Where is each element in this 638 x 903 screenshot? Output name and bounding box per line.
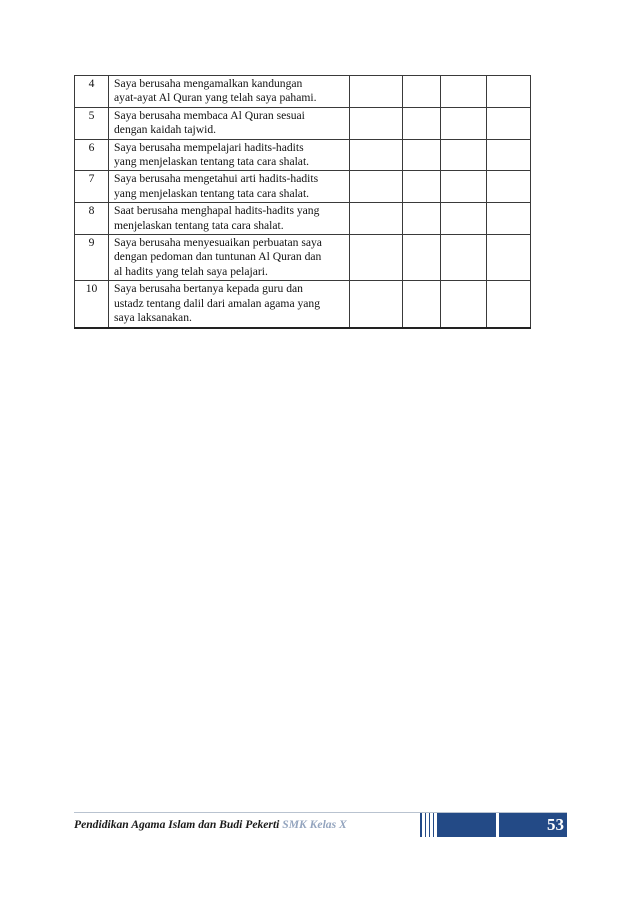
row-number: 5 — [75, 107, 109, 139]
rating-cell[interactable] — [487, 139, 531, 171]
self-assessment-table — [74, 75, 531, 329]
statement-cell — [109, 107, 350, 139]
table-row — [75, 281, 531, 328]
rating-cell[interactable] — [487, 235, 531, 281]
rating-cell[interactable] — [487, 203, 531, 235]
rating-cell[interactable] — [487, 171, 531, 203]
table-row — [75, 139, 531, 171]
rating-cell[interactable] — [403, 171, 441, 203]
statement-cell — [109, 281, 350, 328]
statement-cell — [109, 235, 350, 281]
statement-line: al hadits yang telah saya pelajari. — [114, 264, 268, 278]
rating-cell[interactable] — [441, 235, 487, 281]
row-number: 10 — [75, 281, 109, 328]
rating-cell[interactable] — [441, 281, 487, 328]
statement-cell — [109, 139, 350, 171]
statement-line: ustadz tentang dalil dari amalan agama yang — [114, 296, 321, 310]
statement-cell — [109, 76, 350, 108]
rating-cell[interactable] — [350, 76, 403, 108]
rating-cell[interactable] — [487, 107, 531, 139]
rating-cell[interactable] — [403, 139, 441, 171]
table-row — [75, 107, 531, 139]
page-footer — [74, 812, 567, 837]
statement-line: yang menjelaskan tentang tata cara shalat. — [114, 186, 310, 200]
rating-cell[interactable] — [350, 235, 403, 281]
statement-line: Saya berusaha membaca Al Quran sesuai — [114, 108, 305, 122]
class-label: SMK Kelas X — [282, 818, 347, 831]
rating-cell[interactable] — [441, 171, 487, 203]
statement-line: Saya berusaha mengamalkan kandungan — [114, 77, 303, 90]
row-number: 7 — [75, 171, 109, 203]
row-number: 8 — [75, 203, 109, 235]
statement-line: Saya berusaha menyesuaikan perbuatan saya — [114, 236, 322, 250]
rating-cell[interactable] — [403, 281, 441, 328]
rating-cell[interactable] — [441, 139, 487, 171]
statement-line: Saat berusaha menghapal hadits-hadits yang — [114, 204, 320, 218]
rating-cell[interactable] — [350, 281, 403, 328]
statement-line: dengan kaidah tajwid. — [114, 123, 217, 137]
rating-cell[interactable] — [441, 203, 487, 235]
statement-line: Saya berusaha mengetahui arti hadits-hadits — [114, 172, 319, 186]
rating-cell[interactable] — [350, 203, 403, 235]
rating-cell[interactable] — [403, 235, 441, 281]
statement-cell — [109, 171, 350, 203]
book-title: Pendidikan Agama Islam dan Budi Pekerti — [74, 818, 280, 831]
statement-line: dengan pedoman dan tuntunan Al Quran dan — [114, 250, 322, 264]
rating-cell[interactable] — [403, 76, 441, 108]
statement-cell — [109, 203, 350, 235]
statement-line: Saya berusaha mempelajari hadits-hadits — [114, 140, 304, 154]
rating-cell[interactable] — [441, 107, 487, 139]
row-number: 6 — [75, 139, 109, 171]
rating-cell[interactable] — [403, 203, 441, 235]
statement-line: Saya berusaha bertanya kepada guru dan — [114, 282, 303, 296]
rating-cell[interactable] — [487, 76, 531, 108]
statement-line: ayat-ayat Al Quran yang telah saya pahami. — [114, 91, 317, 105]
rating-cell[interactable] — [403, 107, 441, 139]
statement-line: yang menjelaskan tentang tata cara shalat. — [114, 155, 310, 169]
table-row — [75, 203, 531, 235]
statement-line: saya laksanakan. — [114, 311, 192, 325]
page-number: 53 — [499, 813, 567, 837]
row-number: 4 — [75, 76, 109, 108]
footer-decoration-bars — [420, 813, 496, 837]
row-number: 9 — [75, 235, 109, 281]
rating-cell[interactable] — [487, 281, 531, 328]
table-row — [75, 235, 531, 281]
statement-line: menjelaskan tentang tata cara shalat. — [114, 218, 284, 232]
rating-cell[interactable] — [350, 171, 403, 203]
rating-cell[interactable] — [441, 76, 487, 108]
rating-cell[interactable] — [350, 107, 403, 139]
footer-book-title — [74, 818, 347, 831]
table-row — [75, 76, 531, 108]
rating-cell[interactable] — [350, 139, 403, 171]
table-row — [75, 171, 531, 203]
